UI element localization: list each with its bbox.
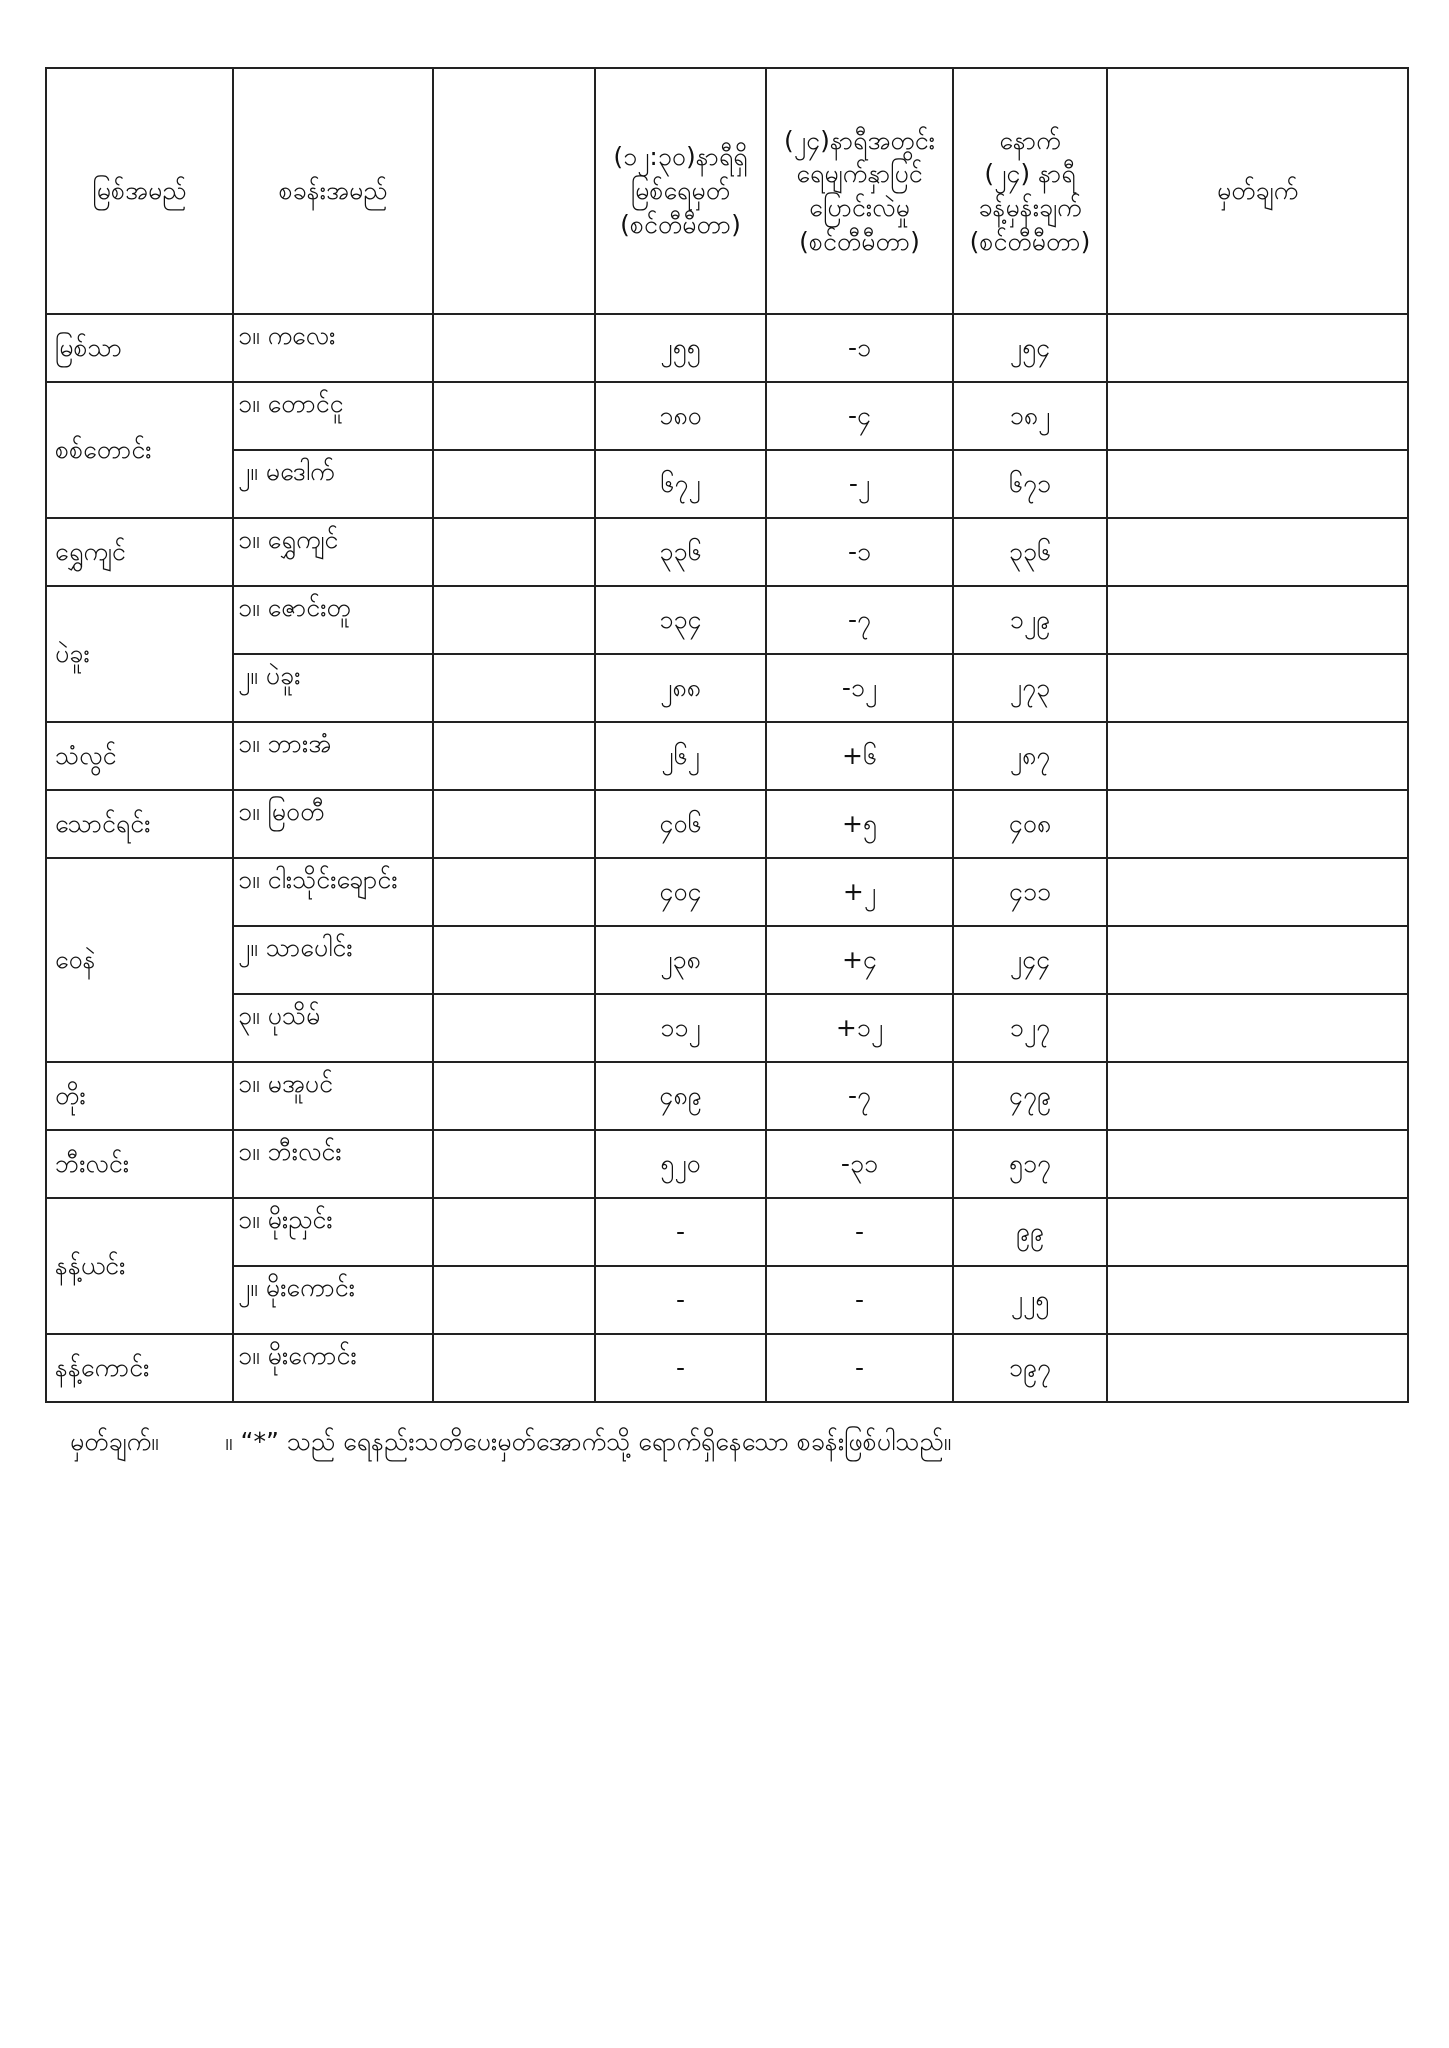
- header-water-level-line: (စင်တီမီတာ): [620, 209, 741, 239]
- forecast-cell: ၂၄၄: [953, 926, 1107, 994]
- water-level-cell: ၅၂၀: [595, 1130, 766, 1198]
- forecast-cell: ၆၇၁: [953, 450, 1107, 518]
- header-change-line: ရေမျက်နှာပြင်: [796, 159, 923, 189]
- change-cell: -၁: [766, 518, 953, 586]
- header-row: [46, 68, 1408, 314]
- forecast-cell: ၂၅၄: [953, 314, 1107, 382]
- header-forecast-line: ခန့်မှန်းချက်: [978, 193, 1082, 222]
- remark-cell: [1107, 858, 1408, 926]
- table-row: [46, 586, 1408, 654]
- change-cell: +၂: [766, 858, 953, 926]
- table-row: [46, 1130, 1408, 1198]
- station-name-cell: ၂။ မဒေါက်: [233, 450, 433, 518]
- blank-cell: [433, 790, 595, 858]
- station-name-cell: ၁။ ငါးသိုင်းချောင်း: [233, 858, 433, 926]
- remark-cell: [1107, 654, 1408, 722]
- water-level-cell: ၂၈၈: [595, 654, 766, 722]
- remark-cell: [1107, 722, 1408, 790]
- table-row: [46, 654, 1408, 722]
- change-cell: +၄: [766, 926, 953, 994]
- footnote-text: ။ “*” သည် ရေနည်းသတိပေးမှတ်အောက်သို့ ရောက်ရှိနေသော စခန်းဖြစ်ပါသည်။: [225, 1427, 952, 1456]
- remark-cell: [1107, 1334, 1408, 1402]
- header-blank: [433, 68, 595, 314]
- water-level-cell: ၂၅၅: [595, 314, 766, 382]
- station-name-cell: ၁။ ရွှေကျင်: [233, 518, 433, 586]
- header-river: မြစ်အမည်: [46, 68, 233, 314]
- change-cell: -၇: [766, 586, 953, 654]
- header-forecast-line: နောက်: [999, 125, 1061, 155]
- table-row: [46, 1266, 1408, 1334]
- water-level-cell: -: [595, 1334, 766, 1402]
- forecast-cell: ၂၂၅: [953, 1266, 1107, 1334]
- remark-cell: [1107, 1062, 1408, 1130]
- table-row: [46, 994, 1408, 1062]
- blank-cell: [433, 722, 595, 790]
- remark-cell: [1107, 1198, 1408, 1266]
- forecast-cell: ၁၂၉: [953, 586, 1107, 654]
- header-24h-change: [766, 68, 953, 314]
- change-cell: -: [766, 1334, 953, 1402]
- water-level-cell: ၁၈၀: [595, 382, 766, 450]
- header-forecast: [953, 68, 1107, 314]
- table-row: [46, 382, 1408, 450]
- station-name-cell: ၁။ တောင်ငူ: [233, 382, 433, 450]
- station-name-cell: ၃။ ပုသိမ်: [233, 994, 433, 1062]
- header-change-line: (စင်တီမီတာ): [799, 226, 920, 256]
- change-cell: +၅: [766, 790, 953, 858]
- change-cell: -၁: [766, 314, 953, 382]
- table-row: [46, 926, 1408, 994]
- blank-cell: [433, 1130, 595, 1198]
- water-level-cell: ၄၀၆: [595, 790, 766, 858]
- station-name-cell: ၂။ မိုးကောင်း: [233, 1266, 433, 1334]
- remark-cell: [1107, 586, 1408, 654]
- change-cell: -၂: [766, 450, 953, 518]
- blank-cell: [433, 1062, 595, 1130]
- blank-cell: [433, 994, 595, 1062]
- change-cell: +၆: [766, 722, 953, 790]
- remark-cell: [1107, 518, 1408, 586]
- change-cell: -: [766, 1266, 953, 1334]
- blank-cell: [433, 1334, 595, 1402]
- remark-cell: [1107, 994, 1408, 1062]
- header-change-line: (၂၄)နာရီအတွင်း: [784, 125, 935, 155]
- table-row: [46, 858, 1408, 926]
- header-forecast-line: (၂၄) နာရီ: [984, 159, 1076, 189]
- forecast-cell: ၃၃၆: [953, 518, 1107, 586]
- blank-cell: [433, 314, 595, 382]
- remark-cell: [1107, 1266, 1408, 1334]
- header-water-level-line: မြစ်ရေမှတ်: [630, 176, 731, 206]
- river-name-cell: စစ်တောင်း: [46, 382, 233, 518]
- table-row: [46, 314, 1408, 382]
- station-name-cell: ၁။ မအူပင်: [233, 1062, 433, 1130]
- blank-cell: [433, 926, 595, 994]
- forecast-cell: ၁၈၂: [953, 382, 1107, 450]
- forecast-cell: ၂၇၃: [953, 654, 1107, 722]
- table-row: [46, 518, 1408, 586]
- station-name-cell: ၁။ ဘီးလင်း: [233, 1130, 433, 1198]
- river-name-cell: မြစ်သာ: [46, 314, 233, 382]
- blank-cell: [433, 586, 595, 654]
- blank-cell: [433, 654, 595, 722]
- blank-cell: [433, 1198, 595, 1266]
- forecast-cell: ၂၈၇: [953, 722, 1107, 790]
- remark-cell: [1107, 382, 1408, 450]
- header-change-line: ပြောင်းလဲမှု: [809, 193, 910, 222]
- water-level-cell: ၄၀၄: [595, 858, 766, 926]
- remark-cell: [1107, 450, 1408, 518]
- header-water-level: [595, 68, 766, 314]
- remark-cell: [1107, 790, 1408, 858]
- river-name-cell: ဘီးလင်း: [46, 1130, 233, 1198]
- water-level-cell: -: [595, 1266, 766, 1334]
- water-level-cell: ၂၆၂: [595, 722, 766, 790]
- forecast-cell: ၉၉: [953, 1198, 1107, 1266]
- water-level-cell: ၃၃၆: [595, 518, 766, 586]
- forecast-cell: ၅၁၇: [953, 1130, 1107, 1198]
- remark-cell: [1107, 1130, 1408, 1198]
- station-name-cell: ၁။ မိုးကောင်း: [233, 1334, 433, 1402]
- header-forecast-line: (စင်တီမီတာ): [969, 226, 1091, 256]
- forecast-cell: ၄၀၈: [953, 790, 1107, 858]
- blank-cell: [433, 518, 595, 586]
- river-name-cell: သံလွင်: [46, 722, 233, 790]
- blank-cell: [433, 858, 595, 926]
- station-name-cell: ၂။ သာပေါင်း: [233, 926, 433, 994]
- station-name-cell: ၁။ မြဝတီ: [233, 790, 433, 858]
- change-cell: -: [766, 1198, 953, 1266]
- station-name-cell: ၂။ ပဲခူး: [233, 654, 433, 722]
- header-water-level-line: (၁၂:၃၀)နာရီရှိ: [613, 142, 748, 172]
- change-cell: -၄: [766, 382, 953, 450]
- river-name-cell: တိုး: [46, 1062, 233, 1130]
- forecast-cell: ၄၇၉: [953, 1062, 1107, 1130]
- water-level-cell: ၁၁၂: [595, 994, 766, 1062]
- river-name-cell: ဝေနဲ: [46, 858, 233, 1062]
- water-level-cell: ၂၃၈: [595, 926, 766, 994]
- river-level-table: [45, 67, 1409, 1403]
- table-row: [46, 1198, 1408, 1266]
- station-name-cell: ၁။ မိုးညှင်း: [233, 1198, 433, 1266]
- change-cell: +၁၂: [766, 994, 953, 1062]
- change-cell: -၇: [766, 1062, 953, 1130]
- water-level-cell: -: [595, 1198, 766, 1266]
- change-cell: -၃၁: [766, 1130, 953, 1198]
- header-remark: မှတ်ချက်: [1107, 68, 1408, 314]
- table-row: [46, 790, 1408, 858]
- footnote: [70, 1426, 951, 1459]
- blank-cell: [433, 382, 595, 450]
- water-level-cell: ၆၇၂: [595, 450, 766, 518]
- remark-cell: [1107, 926, 1408, 994]
- river-name-cell: သောင်ရင်း: [46, 790, 233, 858]
- table-row: [46, 450, 1408, 518]
- station-name-cell: ၁။ ကလေး: [233, 314, 433, 382]
- station-name-cell: ၁။ ဇောင်းတူ: [233, 586, 433, 654]
- forecast-cell: ၁၂၇: [953, 994, 1107, 1062]
- river-name-cell: နန့်ယင်း: [46, 1198, 233, 1334]
- table-row: [46, 1334, 1408, 1402]
- water-level-cell: ၄၈၉: [595, 1062, 766, 1130]
- blank-cell: [433, 1266, 595, 1334]
- header-station: စခန်းအမည်: [233, 68, 433, 314]
- table-row: [46, 1062, 1408, 1130]
- water-level-cell: ၁၃၄: [595, 586, 766, 654]
- footnote-label: မှတ်ချက်။: [70, 1427, 159, 1456]
- remark-cell: [1107, 314, 1408, 382]
- river-name-cell: ရွှေကျင်: [46, 518, 233, 586]
- forecast-cell: ၄၁၁: [953, 858, 1107, 926]
- change-cell: -၁၂: [766, 654, 953, 722]
- river-name-cell: နန့်ကောင်း: [46, 1334, 233, 1402]
- station-name-cell: ၁။ ဘားအံ: [233, 722, 433, 790]
- blank-cell: [433, 450, 595, 518]
- river-name-cell: ပဲခူး: [46, 586, 233, 722]
- forecast-cell: ၁၉၇: [953, 1334, 1107, 1402]
- table-row: [46, 722, 1408, 790]
